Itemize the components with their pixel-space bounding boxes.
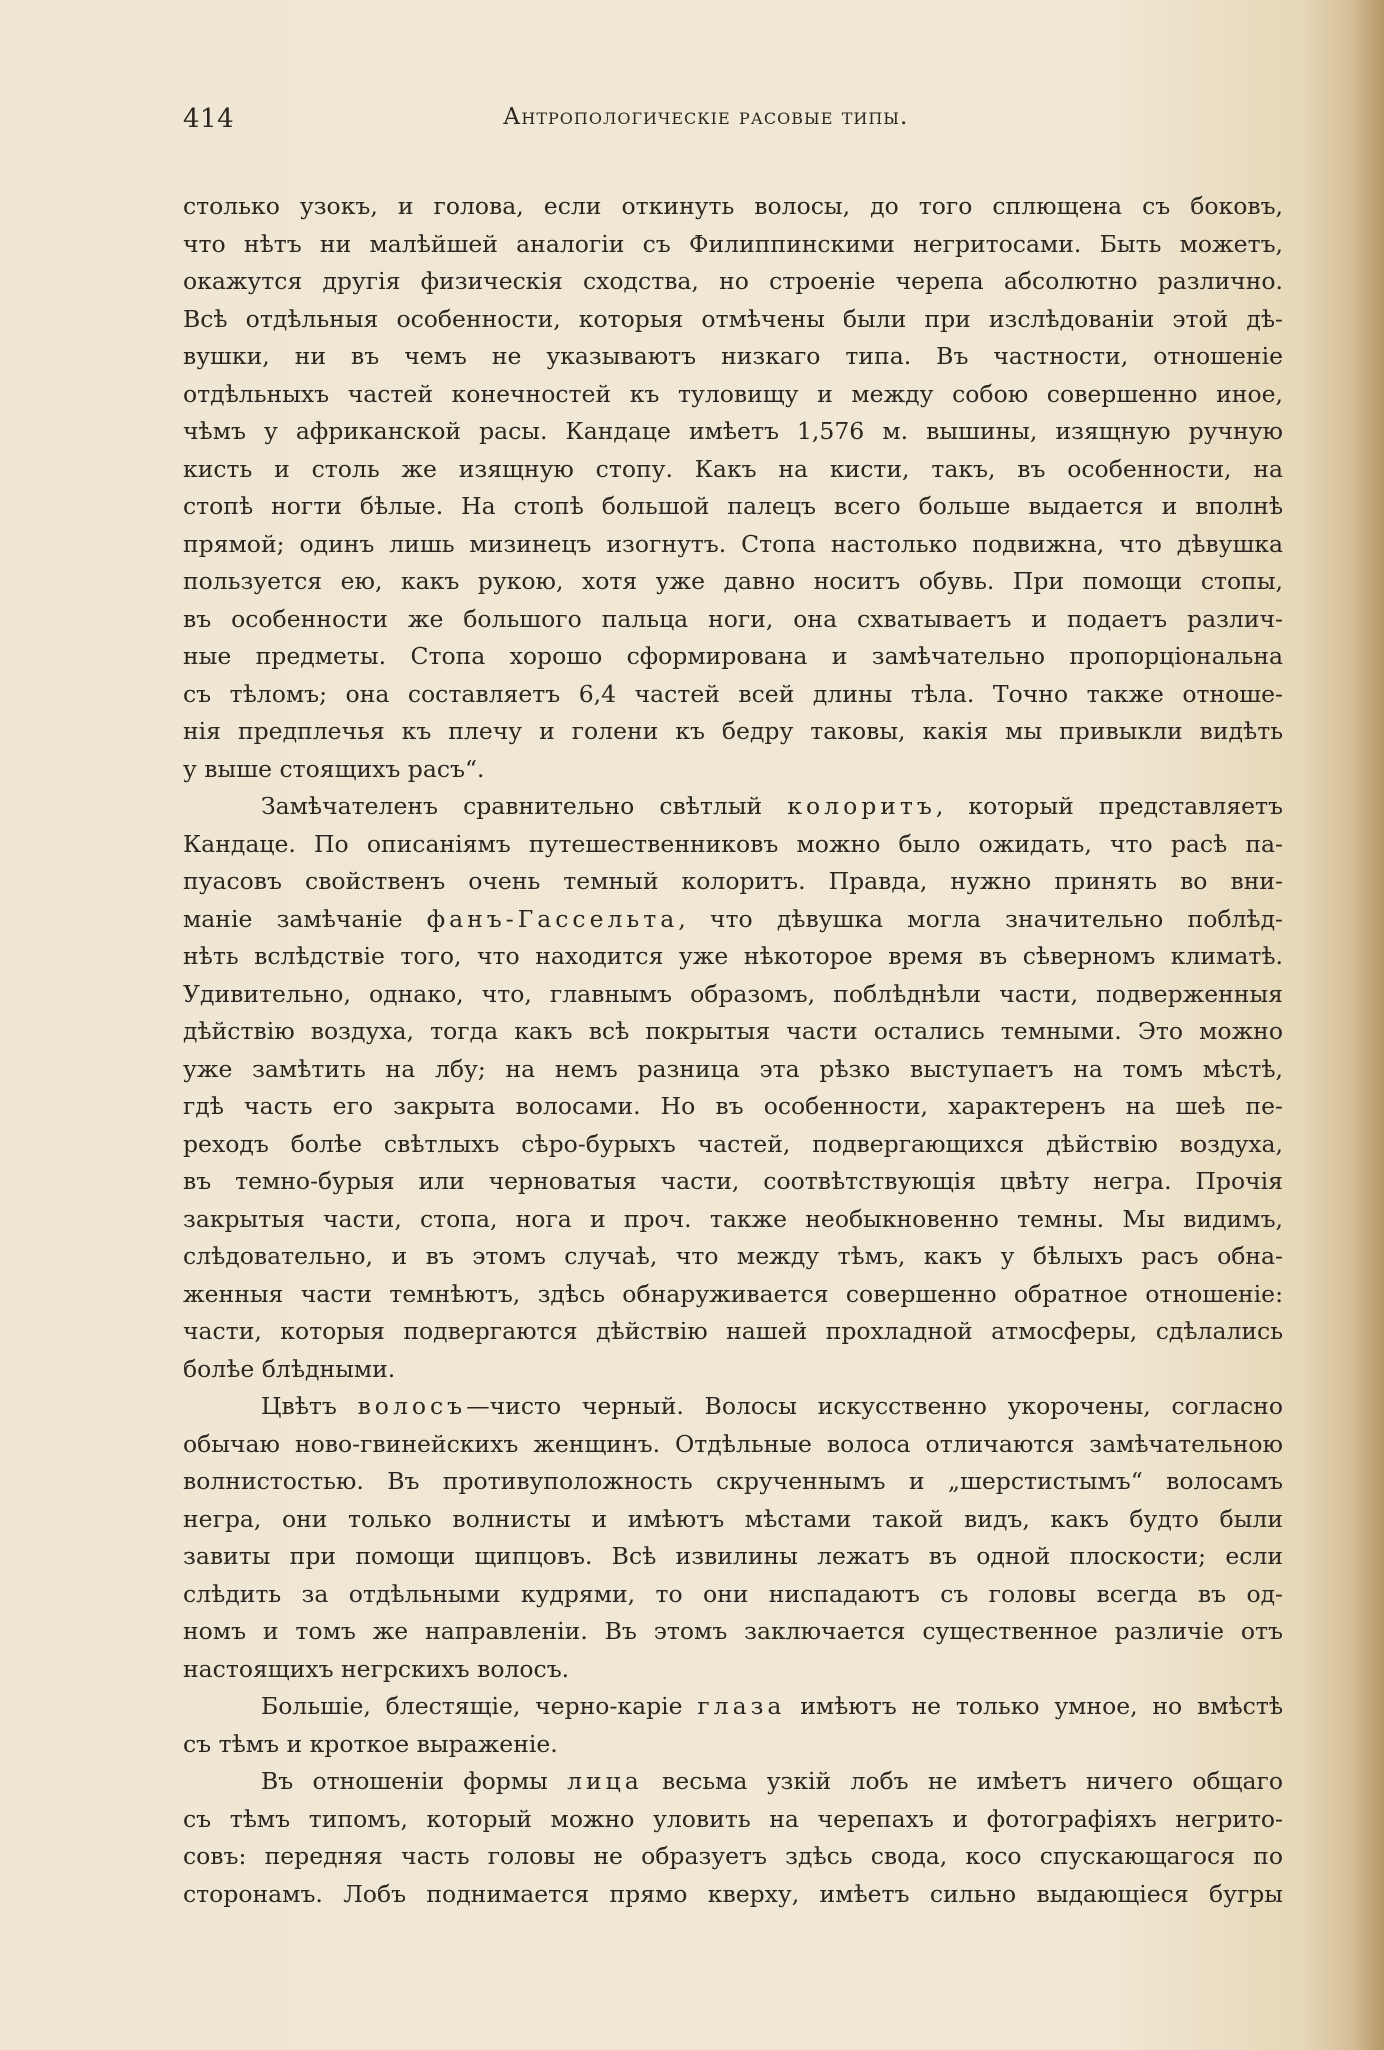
- text-line: столько узокъ, и голова, если откинуть волосы, до того сплющена съ боковъ,: [183, 192, 1283, 220]
- text-line: нія предплечья къ плечу и голени къ бедру таковы, какія мы привыкли видѣть: [183, 717, 1283, 745]
- text-line: съ тѣломъ; она составляетъ 6,4 частей всей длины тѣла. Точно также отноше-: [183, 679, 1283, 708]
- text-line: женныя части темнѣютъ, здѣсь обнаруживается совершенно обратное отношеніе:: [183, 1279, 1283, 1308]
- text-line: кисть и столь же изящную стопу. Какъ на кисти, такъ, въ особенности, на: [183, 454, 1283, 483]
- text-line: [183, 1688, 1283, 1726]
- text-run: имѣютъ не только умное, но вмѣстѣ: [785, 1692, 1283, 1720]
- text-line: въ темно-бурыя или черноватыя части, соотвѣтствующія цвѣту негра. Прочія: [183, 1167, 1283, 1195]
- text-line: части, которыя подвергаются дѣйствію нашей прохладной атмосферы, сдѣлались: [183, 1317, 1283, 1345]
- text-line: пользуется ею, какъ рукою, хотя уже давно носитъ обувь. При помощи стопы,: [183, 567, 1283, 595]
- text-line: вушки, ни въ чемъ не указываютъ низкаго типа. Въ частности, отношеніе: [183, 342, 1283, 370]
- text-line: дѣйствію воздуха, тогда какъ всѣ покрытыя части остались темными. Это можно: [183, 1017, 1283, 1045]
- text-line: пуасовъ свойственъ очень темный колоритъ. Правда, нужно принять во вни-: [183, 867, 1283, 895]
- text-line: съ тѣмъ и кроткое выраженіе.: [183, 1729, 558, 1758]
- spaced-emphasis: глаза: [697, 1692, 786, 1720]
- paragraph-3: [183, 1388, 1283, 1688]
- page-number: 414: [183, 104, 235, 134]
- text-line: слѣдить за отдѣльными кудрями, то они ниспадаютъ съ головы всегда въ од-: [183, 1579, 1283, 1608]
- spaced-emphasis: лица: [567, 1767, 643, 1795]
- text-line: гдѣ часть его закрыта волосами. Но въ особенности, характеренъ на шеѣ пе-: [183, 1092, 1283, 1120]
- spaced-emphasis: колоритъ: [787, 792, 936, 820]
- text-line: [183, 1388, 1283, 1426]
- text-run: Цвѣтъ: [261, 1392, 358, 1420]
- text-line: обычаю ново-гвинейскихъ женщинъ. Отдѣльные волоса отличаются замѣчательною: [183, 1429, 1283, 1458]
- text-line: реходъ болѣе свѣтлыхъ сѣро-бурыхъ частей, подвергающихся дѣйствію воздуха,: [183, 1129, 1283, 1158]
- text-line: болѣе блѣдными.: [183, 1354, 396, 1383]
- text-line: [183, 788, 1283, 826]
- text-line: нѣть вслѣдствіе того, что находится уже нѣкоторое время въ сѣверномъ климатѣ.: [183, 942, 1283, 970]
- spaced-emphasis: волосъ: [357, 1392, 467, 1420]
- paragraph-2: [183, 788, 1283, 1388]
- text-run: весьма узкій лобъ не имѣетъ ничего общаго: [642, 1767, 1283, 1795]
- text-line: слѣдовательно, и въ этомъ случаѣ, что между тѣмъ, какъ у бѣлыхъ расъ обна-: [183, 1242, 1283, 1270]
- text-line: волнистостью. Въ противуположность скрученнымъ и „шерстистымъ“ волосамъ: [183, 1467, 1283, 1495]
- text-line: отдѣльныхъ частей конечностей къ туловищу и между собою совершенно иное,: [183, 379, 1283, 408]
- text-run: Въ отношеніи формы: [261, 1767, 568, 1795]
- text-line: прямой; одинъ лишь мизинецъ изогнутъ. Стопа настолько подвижна, что дѣвушка: [183, 529, 1283, 558]
- text-run: —чисто черный. Волосы искусственно укорочены, согласно: [466, 1392, 1283, 1420]
- spine-shadow: [1354, 0, 1384, 2050]
- text-line: Кандаце. По описаніямъ путешественниковъ можно было ожидать, что расѣ па-: [183, 829, 1283, 858]
- text-line: совъ: передняя часть головы не образуетъ здѣсь свода, косо спускающагося по: [183, 1842, 1283, 1870]
- text-line: Всѣ отдѣльныя особенности, которыя отмѣчены были при изслѣдованіи этой дѣ-: [183, 304, 1283, 333]
- text-line: номъ и томъ же направленіи. Въ этомъ заключается существенное различіе отъ: [183, 1617, 1283, 1645]
- text-line: чѣмъ у африканской расы. Кандаце имѣетъ 1,576 м. вышины, изящную ручную: [183, 417, 1283, 445]
- spaced-emphasis: фанъ-Гассельта: [426, 904, 679, 933]
- text-line: окажутся другія физическія сходства, но строеніе черепа абсолютно различно.: [183, 267, 1283, 295]
- text-line: Удивительно, однако, что, главнымъ образомъ, поблѣднѣли части, подверженныя: [183, 979, 1283, 1008]
- text-run: , который представляетъ: [935, 792, 1283, 820]
- text-line: у выше стоящихъ расъ“.: [183, 754, 485, 783]
- paragraph-4: [183, 1688, 1283, 1763]
- text-line: [183, 901, 1283, 939]
- text-line: [183, 1763, 1283, 1801]
- paragraph-5: [183, 1763, 1283, 1913]
- running-title: Антропологическіе расовые типы.: [503, 104, 909, 130]
- text-line: что нѣтъ ни малѣйшей аналогіи съ Филиппинскими негритосами. Быть можетъ,: [183, 229, 1283, 258]
- text-run: Замѣчателенъ сравнительно свѣтлый: [261, 792, 788, 820]
- paragraph-1: [183, 188, 1283, 788]
- text-line: въ особенности же большого пальца ноги, она схватываетъ и подаетъ различ-: [183, 604, 1283, 633]
- text-run: маніе замѣчаніе: [183, 904, 427, 933]
- text-line: завиты при помощи щипцовъ. Всѣ извилины лежатъ въ одной плоскости; если: [183, 1542, 1283, 1570]
- text-line: стопѣ ногти бѣлые. На стопѣ большой палецъ всего больше выдается и вполнѣ: [183, 492, 1283, 520]
- page-header: [183, 104, 1283, 140]
- text-line: настоящихъ негрскихъ волосъ.: [183, 1654, 570, 1683]
- text-line: сторонамъ. Лобъ поднимается прямо кверху, имѣетъ сильно выдающіеся бугры: [183, 1879, 1283, 1908]
- body-text: [183, 188, 1283, 1913]
- text-run: , что дѣвушка могла значительно поблѣд-: [678, 904, 1284, 933]
- text-line: съ тѣмъ типомъ, который можно уловить на черепахъ и фотографіяхъ негрито-: [183, 1804, 1283, 1833]
- text-line: негра, они только волнисты и имѣютъ мѣстами такой видъ, какъ будто были: [183, 1504, 1283, 1533]
- text-line: ные предметы. Стопа хорошо сформирована и замѣчательно пропорціональна: [183, 642, 1283, 670]
- text-line: уже замѣтить на лбу; на немъ разница эта рѣзко выступаетъ на томъ мѣстѣ,: [183, 1054, 1283, 1083]
- text-run: Большіе, блестящіе, черно-каріе: [261, 1692, 698, 1720]
- text-line: закрытыя части, стопа, нога и проч. также необыкновенно темны. Мы видимъ,: [183, 1204, 1283, 1233]
